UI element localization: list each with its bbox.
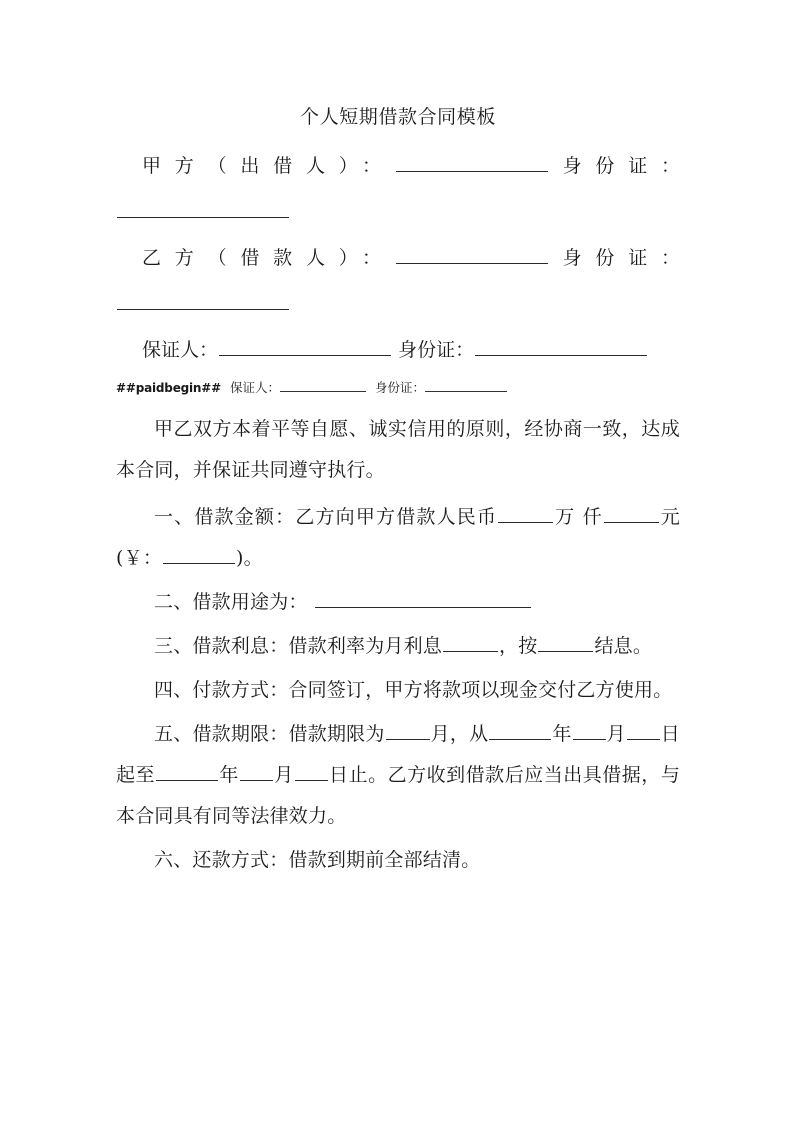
paid-marker-row [116, 373, 680, 403]
clause-4 [116, 670, 680, 711]
paid-begin-token: ##paidbegin## [116, 381, 221, 395]
clause-5-p7: 月 [273, 764, 294, 786]
start-year-blank[interactable] [489, 723, 551, 740]
borrower-name-blank[interactable] [396, 247, 548, 264]
paid-guarantor-id-blank[interactable] [425, 380, 507, 392]
document-content [116, 0, 680, 881]
guarantor-line [116, 327, 680, 373]
clause-5-p1: 借款期限为 [288, 723, 385, 745]
clause-4-heading: 付款方式： [192, 679, 289, 701]
clause-1-text-mid: 万 仟 [554, 506, 603, 528]
borrower-id-blank-wrap [116, 281, 680, 327]
clause-2 [116, 582, 680, 623]
clause-6-number: 六、 [154, 849, 193, 871]
clause-1-text-before: 乙方向甲方借款人民币 [295, 506, 498, 528]
preamble-paragraph: 甲乙双方本着平等自愿、诚实信用的原则，经协商一致，达成本合同，并保证共同遵守执行。 [116, 418, 680, 481]
clause-6-text: 借款到期前全部结清。 [288, 849, 481, 871]
clause-3-text-mid: ，按 [499, 635, 538, 657]
clause-5-p5: 日起至 [116, 723, 680, 786]
end-day-blank[interactable] [295, 764, 328, 781]
loan-purpose-blank[interactable] [315, 591, 531, 608]
clause-5-p4: 月 [606, 723, 626, 745]
guarantor-name-blank[interactable] [219, 339, 391, 356]
lender-line [116, 143, 680, 189]
lender-id-blank-wrap [116, 189, 680, 235]
clause-2-heading: 借款用途为： [192, 591, 308, 613]
interest-rate-blank[interactable] [443, 635, 498, 652]
clause-3-text-after: 结息。 [594, 635, 653, 657]
loan-amount-numeric-blank[interactable] [163, 547, 235, 564]
borrower-line [116, 235, 680, 281]
clause-5-p8: 日止。乙方收到借款后应当出具借据，与本合同具有同等法律效力。 [116, 764, 681, 827]
loan-amount-wan-blank[interactable] [498, 506, 553, 523]
clause-3-heading: 借款利息： [192, 635, 289, 657]
page-title: 个人短期借款合同模板 [299, 106, 496, 128]
clause-2-number: 二、 [154, 591, 193, 613]
borrower-id-label: 身份证： [548, 247, 680, 269]
clause-4-text: 合同签订，甲方将款项以现金交付乙方使用。 [288, 679, 673, 701]
clause-5-p2: 月，从 [430, 723, 489, 745]
lender-label: 甲方（出借人）： [142, 155, 395, 177]
clause-1-text-end: )。 [236, 547, 263, 569]
clause-5-p3: 年 [552, 723, 572, 745]
borrower-label: 乙方（借款人）： [142, 247, 395, 269]
lender-id-blank[interactable] [117, 201, 289, 218]
paid-guarantor-id-label: 身份证： [375, 380, 426, 395]
term-months-blank[interactable] [386, 723, 430, 740]
end-year-blank[interactable] [156, 764, 218, 781]
start-month-blank[interactable] [573, 723, 606, 740]
guarantor-id-label: 身份证： [398, 339, 475, 361]
clause-1-heading: 借款金额： [194, 506, 296, 528]
lender-name-blank[interactable] [396, 155, 548, 172]
clause-3-number: 三、 [154, 635, 193, 657]
clause-1-text-after: 元(￥： [116, 506, 680, 569]
clause-6 [116, 840, 680, 881]
clause-3 [116, 626, 680, 667]
paid-guarantor-label: 保证人： [229, 380, 280, 395]
clause-1 [116, 497, 680, 579]
interest-period-blank[interactable] [538, 635, 593, 652]
clause-5 [116, 714, 680, 837]
clause-1-number: 一、 [154, 506, 195, 528]
borrower-id-blank[interactable] [117, 293, 289, 310]
loan-amount-qian-blank[interactable] [604, 506, 659, 523]
guarantor-id-blank[interactable] [475, 339, 647, 356]
start-day-blank[interactable] [627, 723, 660, 740]
clause-6-heading: 还款方式： [192, 849, 289, 871]
clause-5-heading: 借款期限： [192, 723, 289, 745]
clause-3-text-before: 借款利率为月利息 [288, 635, 443, 657]
paid-guarantor-blank[interactable] [280, 380, 366, 392]
guarantor-label: 保证人： [142, 339, 219, 361]
clause-5-p6: 年 [219, 764, 239, 786]
clause-4-number: 四、 [154, 679, 193, 701]
end-month-blank[interactable] [240, 764, 273, 781]
spacer [116, 131, 680, 143]
lender-id-label: 身份证： [548, 155, 680, 177]
clause-5-number: 五、 [154, 723, 193, 745]
